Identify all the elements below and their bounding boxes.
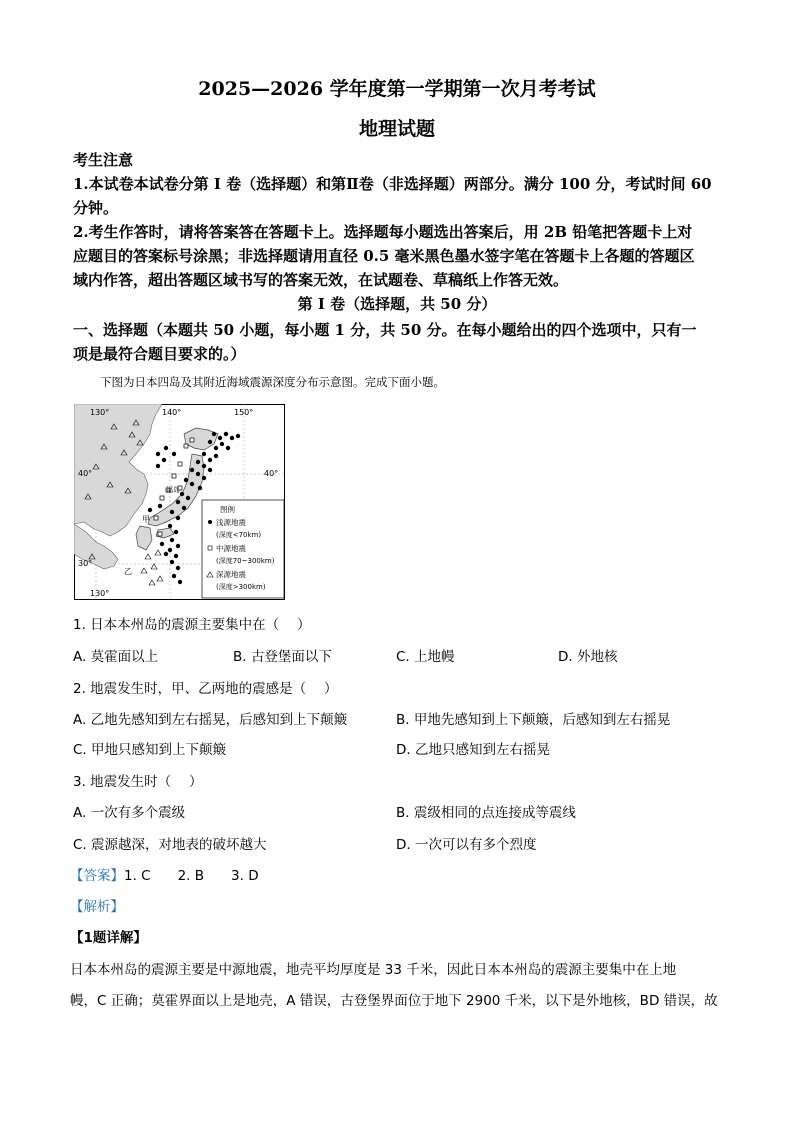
notice-line-2c: 域内作答，超出答题区域书写的答案无效，在试题卷、草稿纸上作答无效。: [73, 271, 569, 289]
q2-option-c: C. 甲地只感知到上下颠簸: [73, 742, 227, 758]
q3-option-a: A. 一次有多个震级: [73, 805, 186, 821]
place-label-jia: 甲: [142, 515, 150, 524]
notice-line-1: 1.本试卷本试卷分第 Ⅰ 卷（选择题）和第Ⅱ卷（非选择题）两部分。满分 100 分，考试时间 60: [73, 175, 712, 193]
map-legend: [202, 500, 284, 598]
section-title: 第 Ⅰ 卷（选择题，共 50 分）: [297, 295, 497, 313]
lat-label-40-left: 40°: [78, 469, 93, 478]
q2-option-d: D. 乙地只感知到左右摇晃: [396, 742, 550, 758]
answer-line: [70, 864, 259, 884]
legend-title: 图例: [220, 505, 235, 514]
earthquake-depth-map: [74, 404, 285, 600]
question-2-stem: 2. 地震发生时，甲、乙两地的震感是（ ）: [73, 681, 338, 697]
notice-line-1b: 分钟。: [73, 199, 119, 217]
legend-shallow-note: (深度<70km): [216, 531, 262, 539]
lon-label-140: 140°: [162, 408, 182, 417]
place-label-fukushima: 福岛: [166, 486, 180, 494]
legend-deep: 深源地震: [216, 570, 246, 579]
q1-option-b: B. 古登堡面以下: [233, 649, 332, 665]
q3-option-c: C. 震源越深，对地表的破坏越大: [73, 837, 267, 853]
section-instruction-2: 项是最符合题目要求的。）: [73, 345, 246, 363]
analysis-para-1: 日本本州岛的震源主要是中源地震，地壳平均厚度是 33 千米，因此日本本州岛的震源主要集中在上地: [70, 962, 677, 978]
q1-option-d: D. 外地核: [558, 649, 618, 665]
legend-intermediate: 中源地震: [216, 544, 246, 553]
section-instruction-1: 一、选择题（本题共 50 小题，每小题 1 分，共 50 分。在每小题给出的四个选项中，只有一: [73, 321, 697, 339]
q1-option-a: A. 莫霍面以上: [73, 649, 159, 665]
q1-option-c: C. 上地幔: [396, 649, 455, 665]
question-intro: 下图为日本四岛及其附近海域震源深度分布示意图。完成下面小题。: [100, 375, 445, 389]
analysis-sub-1: 【1题详解】: [70, 930, 147, 946]
lon-label-130-top: 130°: [90, 408, 110, 417]
place-label-yi: 乙: [124, 567, 132, 576]
legend-shallow: 浅源地震: [216, 518, 246, 527]
subject-title: 地理试题: [358, 118, 435, 140]
q2-option-b: B. 甲地先感知到上下颠簸，后感知到左右摇晃: [396, 712, 671, 728]
question-1-stem: 1. 日本本州岛的震源主要集中在（ ）: [73, 617, 311, 633]
lat-label-40-right: 40°: [264, 469, 279, 478]
analysis-label: 【解析】: [70, 899, 124, 915]
lon-label-130-bottom: 130°: [90, 589, 110, 598]
notice-heading: 考生注意: [73, 151, 134, 169]
q3-option-d: D. 一次可以有多个烈度: [396, 837, 537, 853]
q2-option-a: A. 乙地先感知到左右摇晃，后感知到上下颠簸: [73, 712, 348, 728]
legend-deep-note: (深度>300km): [216, 583, 266, 591]
lon-label-150: 150°: [234, 408, 254, 417]
notice-line-2b: 应题目的答案标号涂黑；非选择题请用直径 0.5 毫米黑色墨水签字笔在答题卡上各题的答题区: [73, 247, 695, 265]
notice-line-2: 2.考生作答时，请将答案答在答题卡上。选择题每小题选出答案后，用 2B 铅笔把答题卡上对: [73, 223, 693, 241]
answer-label: 【答案】: [70, 868, 124, 884]
analysis-para-2: 幔，C 正确；莫霍界面以上是地壳，A 错误，古登堡界面位于地下 2900 千米，以下是外地核，BD 错误，故: [70, 993, 718, 1009]
lat-label-30: 30°: [78, 559, 93, 568]
answer-text: 1. C 2. B 3. D: [124, 868, 259, 884]
q3-option-b: B. 震级相同的点连接成等震线: [396, 805, 576, 821]
question-3-stem: 3. 地震发生时（ ）: [73, 774, 203, 790]
exam-title: 2025—2026 学年度第一学期第一次月考考试: [198, 78, 596, 100]
legend-intermediate-note: (深度70~300km): [216, 557, 275, 565]
